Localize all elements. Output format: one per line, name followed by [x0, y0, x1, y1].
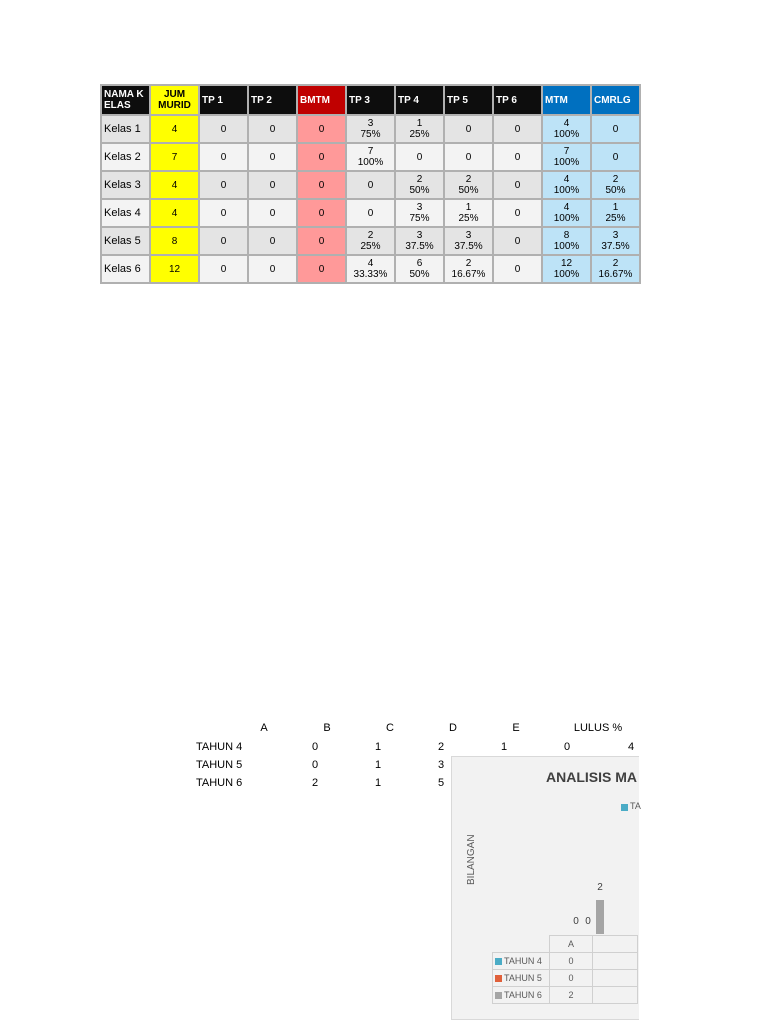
cell-line: 0	[612, 123, 619, 135]
table-row	[101, 171, 640, 199]
cell-line: 75%	[360, 129, 381, 140]
cell-line: 1	[416, 118, 423, 129]
cell-line: 3	[612, 230, 619, 241]
cell-tp2: 0	[248, 143, 297, 171]
grid-header-e: E	[512, 722, 520, 734]
header-tp5: TP 5	[444, 85, 493, 115]
cell-cmrlg	[591, 143, 640, 171]
data-table-row	[493, 953, 638, 970]
cell-tp4	[395, 255, 444, 283]
grid-header-d: D	[449, 722, 457, 734]
cell-nama: Kelas 1	[101, 115, 150, 143]
cell-line: 0	[367, 207, 374, 219]
cell-tp4	[395, 227, 444, 255]
table-row	[101, 115, 640, 143]
cell-line: 3	[367, 118, 374, 129]
cell-nama: Kelas 2	[101, 143, 150, 171]
cell-line: 100%	[553, 185, 580, 196]
cell-line: 100%	[553, 213, 580, 224]
table-row	[101, 227, 640, 255]
cell-mtm	[542, 255, 591, 283]
data-table-header-row	[493, 936, 638, 953]
grid-cell: 0	[311, 759, 319, 771]
cell-line: 0	[465, 151, 472, 163]
cell-nama: Kelas 5	[101, 227, 150, 255]
cell-tp3	[346, 255, 395, 283]
cell-nama: Kelas 4	[101, 199, 150, 227]
cell-line: 3	[465, 230, 472, 241]
cell-tp6: 0	[493, 115, 542, 143]
cell-line: 4	[563, 202, 570, 213]
cell-tp2: 0	[248, 227, 297, 255]
cell-tp6: 0	[493, 227, 542, 255]
cell-line: 8	[563, 230, 570, 241]
series-swatch	[495, 992, 502, 999]
cell-line: 2	[416, 174, 423, 185]
cell-jum-murid: 12	[150, 255, 199, 283]
grid-row-label: TAHUN 5	[196, 759, 243, 771]
cell-jum-murid: 4	[150, 199, 199, 227]
table-row	[101, 255, 640, 283]
data-label: 2	[597, 882, 603, 893]
cell-line: 37.5%	[601, 241, 630, 252]
cell-tp4	[395, 171, 444, 199]
cell-bmtm: 0	[297, 143, 346, 171]
cell-line: 0	[367, 179, 374, 191]
cell-line: 16.67%	[598, 269, 633, 280]
grid-cell: 5	[437, 777, 445, 789]
cell-tp6: 0	[493, 143, 542, 171]
cell-tp5	[444, 255, 493, 283]
cell-line: 100%	[553, 241, 580, 252]
grid-cell: 1	[374, 741, 382, 753]
analysis-chart[interactable]	[451, 756, 639, 1020]
cell-tp3	[346, 199, 395, 227]
grid-row-label: TAHUN 4	[196, 741, 243, 753]
cell-line: 100%	[553, 157, 580, 168]
series-swatch	[495, 958, 502, 965]
cell-tp5	[444, 199, 493, 227]
cell-mtm	[542, 199, 591, 227]
cell-line: 2	[612, 174, 619, 185]
cell-nama: Kelas 3	[101, 171, 150, 199]
header-mtm: MTM	[542, 85, 591, 115]
cell-line: 0	[612, 151, 619, 163]
cell-mtm	[542, 115, 591, 143]
cell-line: 2	[465, 174, 472, 185]
cell-bmtm: 0	[297, 115, 346, 143]
series-name: TAHUN 5	[504, 973, 542, 983]
cell-cmrlg	[591, 199, 640, 227]
cell-tp6: 0	[493, 255, 542, 283]
cell-jum-murid: 7	[150, 143, 199, 171]
cell-line: 1	[612, 202, 619, 213]
header-jum-murid: JUM MURID	[150, 85, 199, 115]
cell-tp1: 0	[199, 255, 248, 283]
header-tp2: TP 2	[248, 85, 297, 115]
header-cmrlg: CMRLG	[591, 85, 640, 115]
grid-header-c: C	[386, 722, 394, 734]
cell-tp5	[444, 171, 493, 199]
cell-tp5	[444, 115, 493, 143]
grid-cell: 4	[627, 741, 635, 753]
cell-line: 100%	[553, 129, 580, 140]
y-axis-label: BILANGAN	[466, 834, 477, 885]
grid-cell: 0	[563, 741, 571, 753]
cell-line: 16.67%	[451, 269, 486, 280]
cell-jum-murid: 8	[150, 227, 199, 255]
cell-jum-murid: 4	[150, 115, 199, 143]
cell-line: 3	[416, 230, 423, 241]
cell-line: 0	[416, 151, 423, 163]
cell-line: 6	[416, 258, 423, 269]
cell-line: 4	[563, 174, 570, 185]
cell-line: 100%	[553, 269, 580, 280]
chart-title: ANALISIS MA	[546, 769, 637, 785]
grid-cell: 2	[311, 777, 319, 789]
cell-cmrlg	[591, 227, 640, 255]
cell-bmtm: 0	[297, 255, 346, 283]
bar-tahun-6	[596, 900, 604, 934]
cell-line: 50%	[409, 269, 430, 280]
cell-line: 50%	[605, 185, 626, 196]
cell-line: 50%	[409, 185, 430, 196]
cell-tp2: 0	[248, 115, 297, 143]
data-label: 0	[585, 916, 591, 927]
cell-line: 37.5%	[405, 241, 434, 252]
cell-tp5	[444, 143, 493, 171]
cell-tp3	[346, 171, 395, 199]
data-table-value: 0	[550, 953, 593, 970]
cell-line: 4	[367, 258, 374, 269]
cell-tp6: 0	[493, 199, 542, 227]
data-table-category: A	[550, 936, 593, 953]
grid-cell: 2	[437, 741, 445, 753]
cell-tp3	[346, 115, 395, 143]
cell-line: 2	[465, 258, 472, 269]
cell-mtm	[542, 227, 591, 255]
cell-tp3	[346, 227, 395, 255]
grid-cell: 1	[374, 759, 382, 771]
grid-header-b: B	[323, 722, 331, 734]
cell-line: 37.5%	[454, 241, 483, 252]
cell-tp1: 0	[199, 143, 248, 171]
series-swatch	[495, 975, 502, 982]
grid-cell: 3	[437, 759, 445, 771]
cell-bmtm: 0	[297, 199, 346, 227]
cell-tp1: 0	[199, 115, 248, 143]
cell-tp4	[395, 143, 444, 171]
series-name: TAHUN 4	[504, 956, 542, 966]
cell-line: 50%	[458, 185, 479, 196]
cell-bmtm: 0	[297, 227, 346, 255]
grid-header-a: A	[260, 722, 268, 734]
data-table-value: 0	[550, 970, 593, 987]
data-table-row	[493, 987, 638, 1004]
cell-line: 33.33%	[353, 269, 388, 280]
header-tp3: TP 3	[346, 85, 395, 115]
cell-line: 2	[612, 258, 619, 269]
cell-line: 75%	[409, 213, 430, 224]
header-tp6: TP 6	[493, 85, 542, 115]
grid-row-label: TAHUN 6	[196, 777, 243, 789]
header-tp1: TP 1	[199, 85, 248, 115]
grid-cell: 1	[374, 777, 382, 789]
chart-data-table	[492, 935, 638, 1004]
data-table-row	[493, 970, 638, 987]
cell-tp4	[395, 199, 444, 227]
grid-cell: 1	[500, 741, 508, 753]
cell-bmtm: 0	[297, 171, 346, 199]
grid-header-lulus: LULUS %	[573, 722, 623, 734]
table-header-row	[101, 85, 640, 115]
cell-jum-murid: 4	[150, 171, 199, 199]
cell-line: 3	[416, 202, 423, 213]
cell-line: 4	[563, 118, 570, 129]
cell-cmrlg	[591, 115, 640, 143]
cell-line: 25%	[409, 129, 430, 140]
cell-tp3	[346, 143, 395, 171]
series-name: TAHUN 6	[504, 990, 542, 1000]
cell-cmrlg	[591, 171, 640, 199]
cell-tp2: 0	[248, 255, 297, 283]
cell-nama: Kelas 6	[101, 255, 150, 283]
cell-tp4	[395, 115, 444, 143]
cell-mtm	[542, 171, 591, 199]
cell-cmrlg	[591, 255, 640, 283]
cell-tp6: 0	[493, 171, 542, 199]
cell-line: 1	[465, 202, 472, 213]
cell-line: 12	[560, 258, 573, 269]
cell-line: 100%	[357, 157, 384, 168]
cell-tp2: 0	[248, 199, 297, 227]
header-nama-kelas: NAMA K ELAS	[101, 85, 150, 115]
legend-entry: TA	[630, 801, 641, 811]
cell-tp5	[444, 227, 493, 255]
cell-line: 25%	[360, 241, 381, 252]
grid-cell: 0	[311, 741, 319, 753]
cell-line: 2	[367, 230, 374, 241]
table-row	[101, 199, 640, 227]
table-row	[101, 143, 640, 171]
cell-tp1: 0	[199, 227, 248, 255]
cell-tp2: 0	[248, 171, 297, 199]
cell-tp1: 0	[199, 171, 248, 199]
data-table-value: 2	[550, 987, 593, 1004]
cell-tp1: 0	[199, 199, 248, 227]
cell-line: 25%	[458, 213, 479, 224]
class-results-table	[100, 84, 641, 284]
cell-line: 7	[563, 146, 570, 157]
cell-line: 7	[367, 146, 374, 157]
cell-line: 25%	[605, 213, 626, 224]
header-bmtm: BMTM	[297, 85, 346, 115]
cell-mtm	[542, 143, 591, 171]
data-label: 0	[573, 916, 579, 927]
header-tp4: TP 4	[395, 85, 444, 115]
cell-line: 0	[465, 123, 472, 135]
